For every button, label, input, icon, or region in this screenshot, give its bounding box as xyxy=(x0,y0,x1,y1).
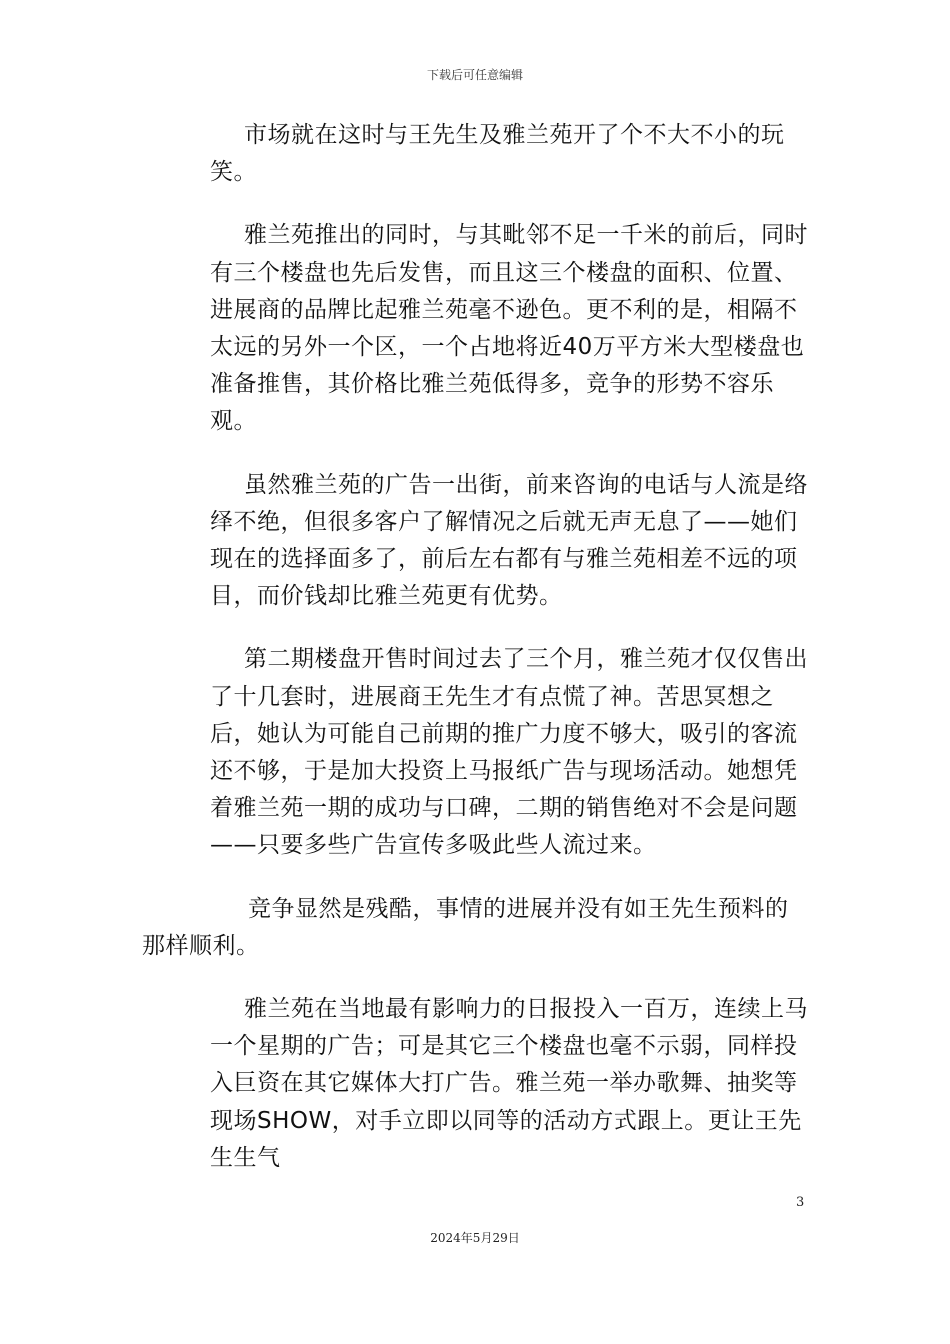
paragraph-3: 虽然雅兰苑的广告一出街，前来咨询的电话与人流是络绎不绝，但很多客户了解情况之后就无声无息了——她们现在的选择面多了，前后左右都有与雅兰苑相差不远的项目，而价钱却比雅兰苑更有优势。 xyxy=(210,471,808,610)
page-footer-date: 2024年5月29日 xyxy=(430,1231,520,1245)
paragraph-2: 雅兰苑推出的同时，与其毗邻不足一千米的前后，同时有三个楼盘也先后发售，而且这三个楼盘的面积、位置、进展商的品牌比起雅兰苑毫不逊色。更不利的是，相隔不太远的另外一个区，一个占地将近40万平方米大型楼盘也准备推售，其价格比雅兰苑低得多，竞争的形势不容乐观。 xyxy=(210,222,808,435)
page-header: 下载后可任意编辑 xyxy=(426,68,523,82)
paragraph-4: 第二期楼盘开售时间过去了三个月，雅兰苑才仅仅售出了十几套时，进展商王先生才有点慌了神。苦思冥想之后，她认为可能自己前期的推广力度不够大，吸引的客流还不够，于是加大投资上马报纸广告与现场活动。她想凭着雅兰苑一期的成功与口碑，二期的销售绝对不会是问题——只要多些广告宣传多吸此些人流过来。 xyxy=(210,646,808,859)
document-body xyxy=(142,117,810,1177)
paragraph-6: 雅兰苑在当地最有影响力的日报投入一百万，连续上马一个星期的广告；可是其它三个楼盘也毫不示弱，同样投入巨资在其它媒体大打广告。雅兰苑一举办歌舞、抽奖等现场SHOW，对手立即以同等的活动方式跟上。更让王先生生气 xyxy=(210,996,808,1171)
page-number: 3 xyxy=(796,1195,805,1210)
paragraph-1: 市场就在这时与王先生及雅兰苑开了个不大不小的玩笑。 xyxy=(210,122,785,186)
paragraph-5: 竞争显然是残酷，事情的进展并没有如王先生预料的那样顺利。 xyxy=(142,895,789,959)
